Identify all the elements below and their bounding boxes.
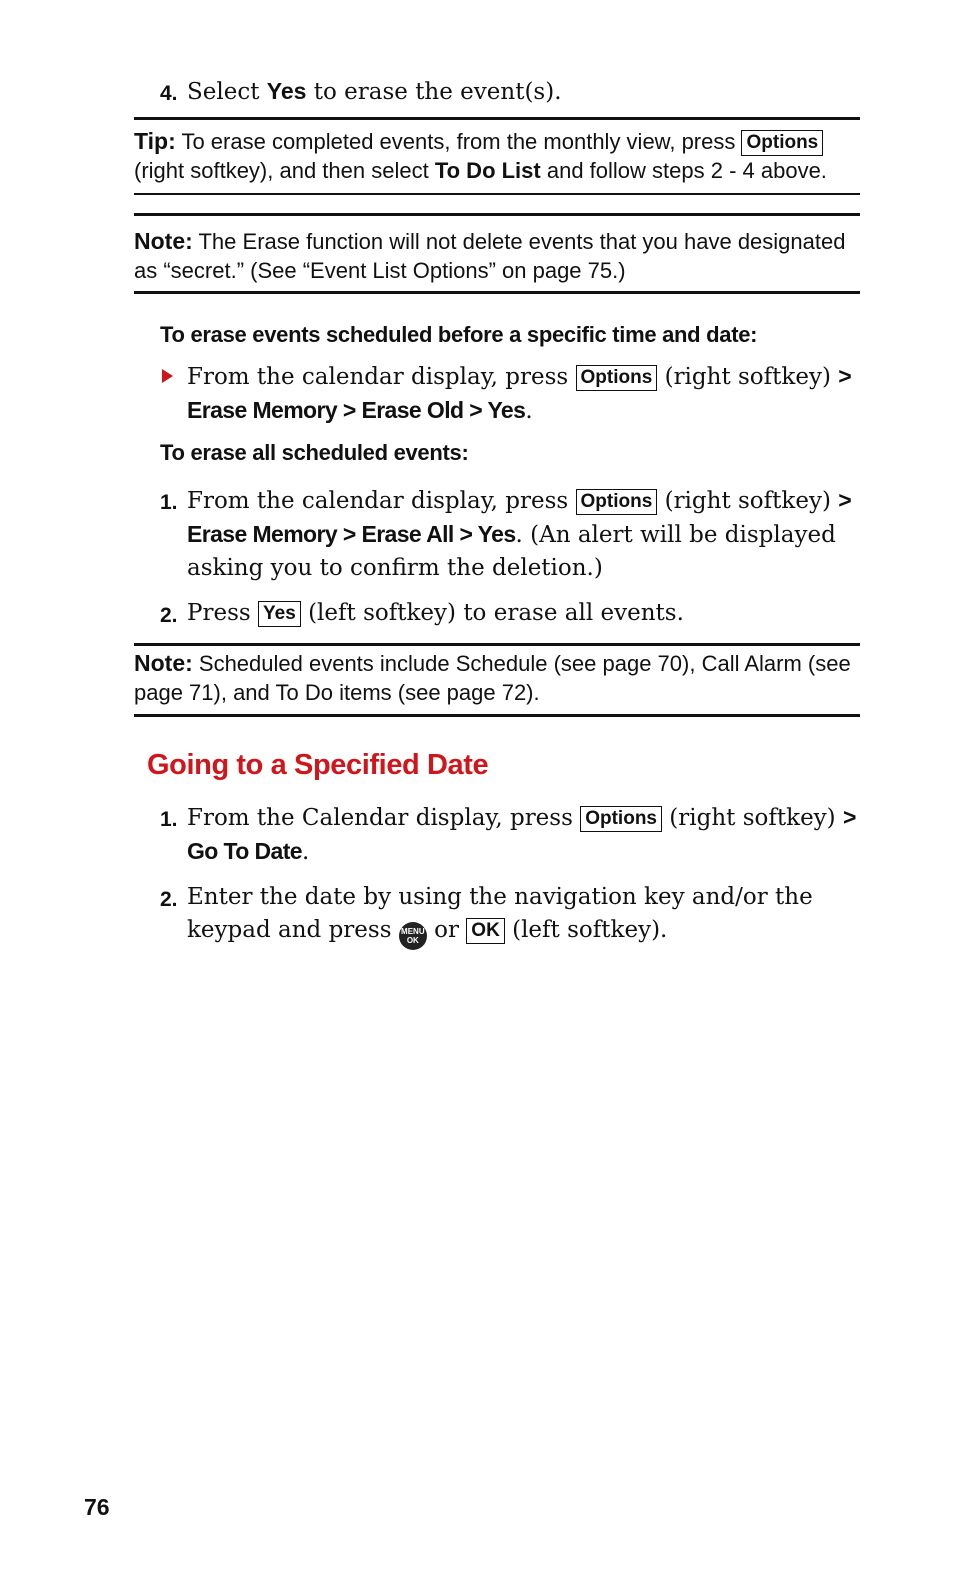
erase-all-step-2: 2. Press Yes (left softkey) to erase all events. [160, 600, 684, 627]
ok-key: OK [466, 918, 505, 944]
erase-all-step-1: 1. From the calendar display, press Options (right softkey) > Erase Memory > Erase All > Yes. (An alert will be displayed asking you to confirm the deletion.) [160, 487, 852, 581]
step-text: Select Yes to erase the event(s). [187, 78, 562, 105]
goto-step-1: 1. From the Calendar display, press Options (right softkey) > Go To Date. [160, 804, 857, 865]
options-key: Options [741, 130, 823, 156]
note2-bottom-rule [134, 714, 860, 717]
options-key: Options [576, 489, 658, 515]
note1-top-rule [134, 213, 860, 216]
tip-bottom-rule [134, 193, 860, 195]
yes-label: Yes [266, 78, 307, 104]
erase-before-bullet: From the calendar display, press Options (right softkey) > Erase Memory > Erase Old > Yes. [160, 360, 860, 426]
note2-box: Note: Scheduled events include Schedule (see page 70), Call Alarm (see page 71), and To Do items (see page 72). [134, 650, 851, 705]
to-do-list-label: To Do List [434, 158, 541, 183]
erase-all-heading: To erase all scheduled events: [160, 440, 469, 465]
options-key: Options [580, 806, 662, 832]
go-to-date-label: Go To Date [187, 838, 302, 864]
erase-before-heading: To erase events scheduled before a specific time and date: [160, 322, 758, 347]
erase-all-path: Erase Memory > Erase All > Yes [187, 521, 516, 547]
note1-bottom-rule [134, 291, 860, 294]
bullet-arrow-icon [162, 369, 173, 383]
erase-old-path: Erase Memory > Erase Old > Yes [187, 397, 526, 423]
options-key: Options [576, 365, 658, 391]
section-title: Going to a Specified Date [147, 749, 489, 781]
page-number: 76 [84, 1494, 110, 1520]
tip-label: Tip: [134, 128, 176, 154]
note-label: Note: [134, 228, 193, 254]
note-label: Note: [134, 650, 193, 676]
tip-top-rule [134, 117, 860, 120]
note1-box: Note: The Erase function will not delete events that you have designated as “secret.” (See “Event List Options” on page 75.) [134, 228, 846, 283]
tip-box: Tip: To erase completed events, from the monthly view, press Options (right softkey), and then select To Do List and follow steps 2 - 4 above. [134, 128, 827, 183]
goto-step-2: 2. Enter the date by using the navigation key and/or the keypad and press MENU OK or OK (left softkey). [160, 881, 860, 947]
menu-ok-key-icon: MENU OK [399, 922, 427, 950]
step-number: 4. [160, 82, 178, 105]
note2-top-rule [134, 643, 860, 646]
yes-key: Yes [258, 601, 301, 627]
